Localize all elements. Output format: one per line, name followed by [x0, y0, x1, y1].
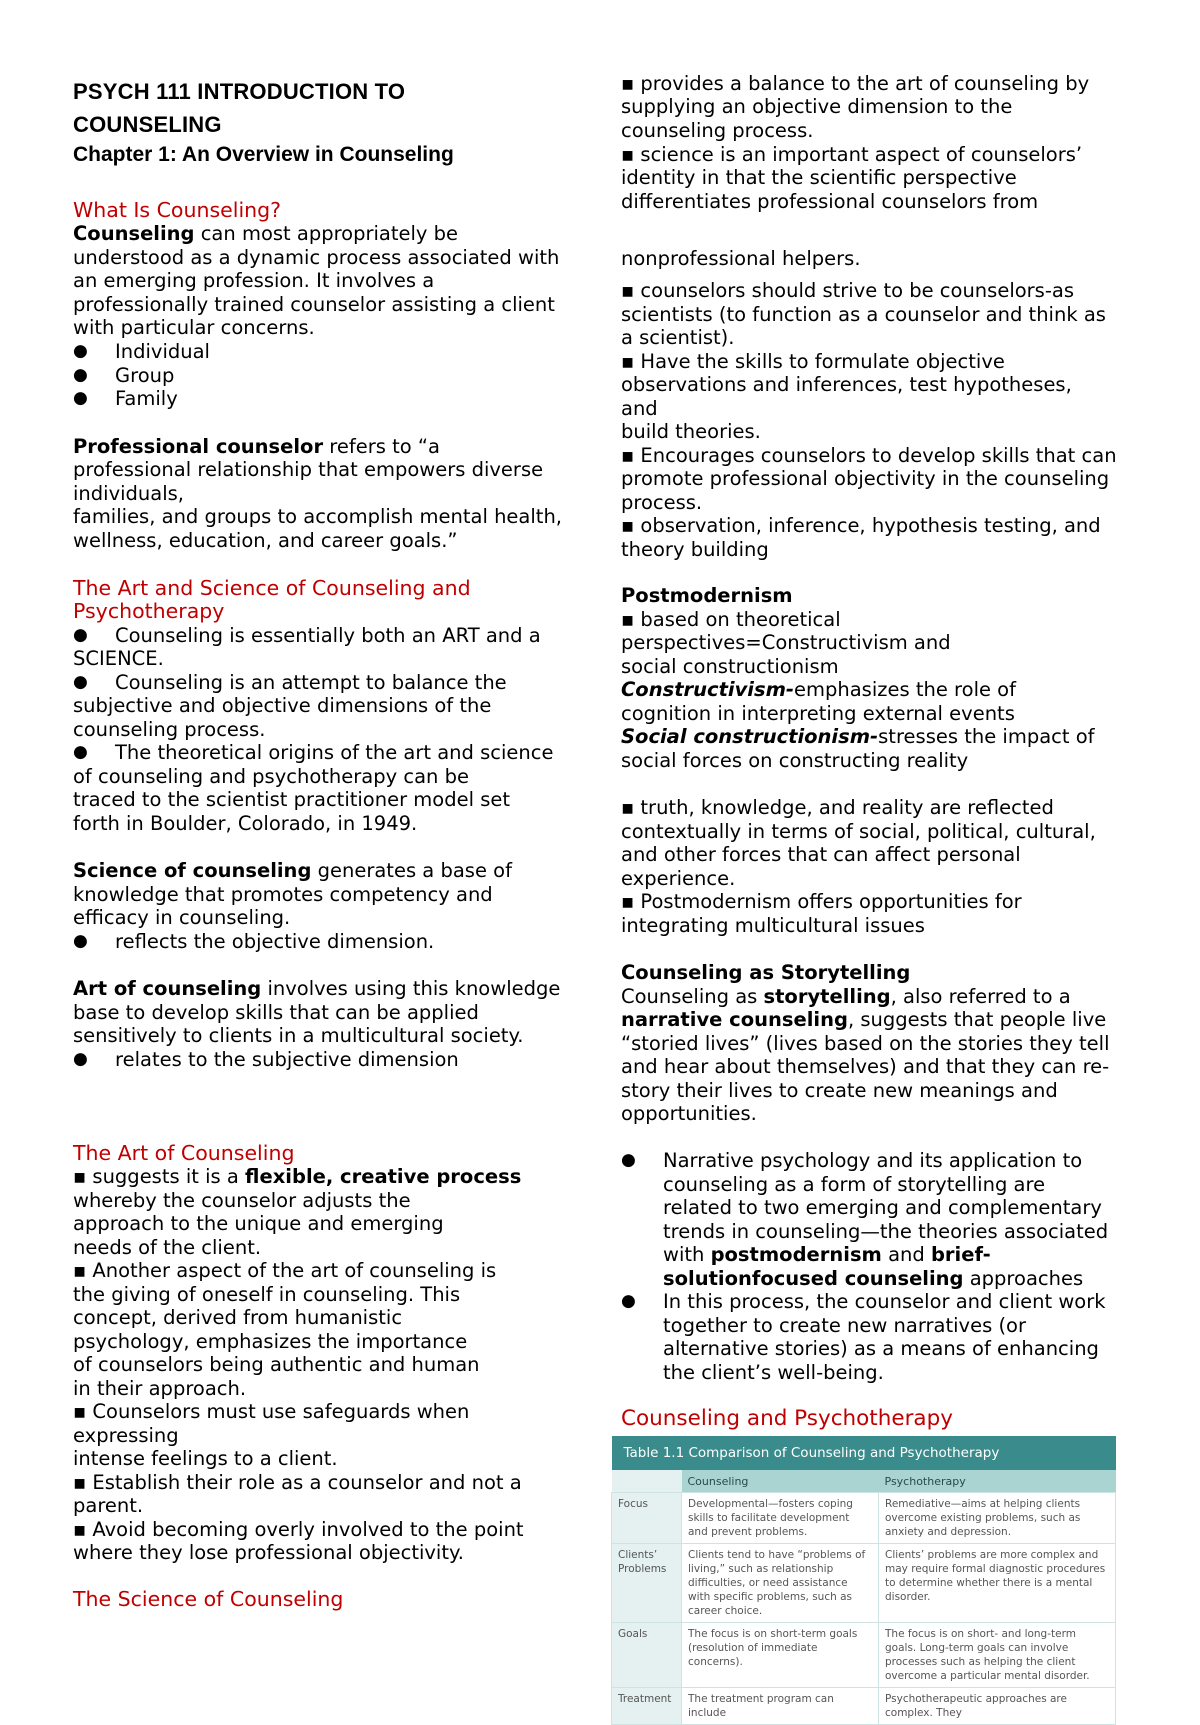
- term-constructivism: Constructivism-: [621, 678, 794, 701]
- paragraph-line: base to develop skills that can be applied: [73, 1001, 479, 1024]
- paragraph-line: promote professional objectivity in the counseling: [621, 467, 1110, 490]
- term-art-of-counseling: Art of counseling: [73, 977, 262, 1000]
- paragraph-line: ▪ truth, knowledge, and reality are reflected: [621, 796, 1054, 819]
- paragraph-line: where they lose professional objectivity.: [73, 1541, 464, 1564]
- emphasis: flexible, creative process: [245, 1165, 522, 1188]
- paragraph-line: related to two emerging and complementary: [663, 1196, 1102, 1219]
- paragraph-line: ▪ provides a balance to the art of counseling by: [621, 72, 1090, 95]
- paragraph-line: social forces on constructing reality: [621, 749, 969, 772]
- paragraph-line: and: [621, 397, 658, 420]
- heading-postmodernism: Postmodernism: [621, 584, 793, 607]
- term-professional-counselor: Professional counselor: [73, 435, 324, 458]
- paragraph-line: and hear about themselves) and that they can re-: [621, 1055, 1110, 1078]
- table-header-counseling: Counseling: [682, 1470, 879, 1493]
- paragraph-line: forth in Boulder, Colorado, in 1949.: [73, 812, 418, 835]
- paragraph-line: perspectives=Constructivism and: [621, 631, 951, 654]
- paragraph-line: “storied lives” (lives based on the stories they tell: [621, 1032, 1110, 1055]
- paragraph-line: individuals,: [73, 482, 184, 505]
- table-row: [612, 1688, 1116, 1725]
- paragraph-line: wellness, education, and career goals.”: [73, 529, 458, 552]
- paragraph-line: approach to the unique and emerging: [73, 1212, 444, 1235]
- paragraph-line: professionally trained counselor assisting a client: [73, 293, 555, 316]
- list-item: ● reflects the objective dimension.: [73, 930, 434, 954]
- paragraph-line: concept, derived from humanistic: [73, 1306, 403, 1329]
- table-cell: The focus is on short-term goals (resolution of immediate concerns).: [682, 1623, 879, 1688]
- paragraph-line: identity in that the scientific perspective: [621, 166, 1017, 189]
- table-cell: Clients’ Problems: [612, 1544, 682, 1623]
- heading-art-and-science: The Art and Science of Counseling and: [73, 576, 471, 600]
- text: ▪ suggests it is a: [73, 1165, 246, 1188]
- text: involves using this knowledge: [261, 977, 561, 1000]
- text: and: [881, 1243, 931, 1266]
- table-header-psychotherapy: Psychotherapy: [879, 1470, 1116, 1493]
- table-cell: The focus is on short- and long-term goals. Long-term goals can involve processes such as helping the client overcome a particular mental disorder.: [879, 1623, 1116, 1688]
- paragraph-line: [73, 977, 560, 1001]
- table-cell: The treatment program can include: [682, 1688, 879, 1725]
- paragraph-line: in their approach.: [73, 1377, 247, 1400]
- heading-art-of-counseling: The Art of Counseling: [73, 1141, 295, 1165]
- paragraph-line: the giving of oneself in counseling. This: [73, 1283, 461, 1306]
- paragraph-line: whereby the counselor adjusts the: [73, 1189, 411, 1212]
- table-header-empty: [612, 1470, 682, 1493]
- list-item: ● relates to the subjective dimension: [73, 1048, 459, 1072]
- term-counseling: Counseling: [73, 222, 195, 245]
- paragraph-line: families, and groups to accomplish mental health,: [73, 505, 563, 528]
- comparison-table: [611, 1436, 1116, 1719]
- paragraph-line: understood as a dynamic process associated with: [73, 246, 560, 269]
- paragraph-line: build theories.: [621, 420, 761, 443]
- paragraph-line: ▪ observation, inference, hypothesis testing, and: [621, 514, 1101, 537]
- paragraph-line: ▪ science is an important aspect of counselors’: [621, 143, 1083, 166]
- paragraph-line: ▪ based on theoretical: [621, 608, 841, 631]
- paragraph-line: nonprofessional helpers.: [621, 247, 861, 270]
- table-cell: Goals: [612, 1623, 682, 1688]
- paragraph-line: [621, 1243, 991, 1267]
- paragraph-line: story their lives to create new meanings and: [621, 1079, 1058, 1102]
- paragraph-line: parent.: [73, 1494, 144, 1517]
- paragraph-line: cognition in interpreting external events: [621, 702, 1015, 725]
- text: , also referred to a: [890, 985, 1071, 1008]
- paragraph-line: [73, 1165, 521, 1189]
- list-item: ● Family: [73, 387, 178, 411]
- paragraph-line: intense feelings to a client.: [73, 1447, 338, 1470]
- table-cell: Clients’ problems are more complex and may require formal diagnostic procedures to determine whether there is a mental disorder.: [879, 1544, 1116, 1623]
- paragraph-line: counseling process.: [621, 119, 814, 142]
- paragraph-line: counseling process.: [73, 718, 266, 741]
- list-item: ● Individual: [73, 340, 210, 364]
- paragraph-line: [621, 1267, 1083, 1291]
- paragraph-line: ▪ Establish their role as a counselor and not a: [73, 1471, 522, 1494]
- list-item: ● In this process, the counselor and client work: [621, 1290, 1106, 1314]
- paragraph-line: traced to the scientist practitioner model set: [73, 788, 511, 811]
- text: can most appropriately be: [194, 222, 459, 245]
- paragraph-line: ▪ counselors should strive to be counselors-as: [621, 279, 1074, 302]
- paragraph-line: professional relationship that empowers diverse: [73, 458, 544, 481]
- paragraph-line: observations and inferences, test hypotheses,: [621, 373, 1072, 396]
- table-cell: Focus: [612, 1493, 682, 1544]
- paragraph-line: opportunities.: [621, 1102, 757, 1125]
- paragraph-line: alternative stories) as a means of enhancing: [663, 1337, 1099, 1360]
- table-cell: Treatment: [612, 1688, 682, 1725]
- paragraph-line: with particular concerns.: [73, 316, 315, 339]
- paragraph-line: ▪ Postmodernism offers opportunities for: [621, 890, 1022, 913]
- paragraph-line: of counselors being authentic and human: [73, 1353, 480, 1376]
- heading-science-of-counseling: The Science of Counseling: [73, 1587, 344, 1611]
- paragraph-line: knowledge that promotes competency and: [73, 883, 493, 906]
- paragraph-line: [621, 1008, 1106, 1032]
- text: stresses the impact of: [878, 725, 1095, 748]
- paragraph-line: differentiates professional counselors from: [621, 190, 1039, 213]
- paragraph-line: [621, 725, 1095, 749]
- paragraph-line: ▪ Have the skills to formulate objective: [621, 350, 1005, 373]
- list-item: ● Counseling is essentially both an ART and a: [73, 624, 541, 648]
- document-title-line2: COUNSELING: [73, 112, 222, 137]
- paragraph-line: sensitively to clients in a multicultural society.: [73, 1024, 524, 1047]
- paragraph-line: ▪ Avoid becoming overly involved to the point: [73, 1518, 524, 1541]
- text: with: [663, 1243, 711, 1266]
- paragraph-line: an emerging profession. It involves a: [73, 269, 435, 292]
- paragraph-line: needs of the client.: [73, 1236, 262, 1259]
- heading-counseling-and-psychotherapy: Counseling and Psychotherapy: [621, 1406, 953, 1431]
- paragraph-line: supplying an objective dimension to the: [621, 95, 1013, 118]
- text: generates a base of: [311, 859, 512, 882]
- list-item: ● Group: [73, 364, 174, 388]
- paragraph-line: ▪ Another aspect of the art of counseling is: [73, 1259, 497, 1282]
- table-title: Table 1.1 Comparison of Counseling and Psychotherapy: [612, 1436, 1116, 1470]
- paragraph-line: [621, 678, 1016, 702]
- paragraph-line: [621, 985, 1071, 1009]
- text: , suggests that people live: [847, 1008, 1107, 1031]
- paragraph-line: contextually in terms of social, political, cultural,: [621, 820, 1096, 843]
- paragraph-line: [73, 222, 458, 246]
- table-cell: Psychotherapeutic approaches are complex. They: [879, 1688, 1116, 1725]
- paragraph-line: expressing: [73, 1424, 179, 1447]
- paragraph-line: experience.: [621, 867, 736, 890]
- paragraph-line: counseling as a form of storytelling are: [663, 1173, 1046, 1196]
- paragraph-line: social constructionism: [621, 655, 839, 678]
- paragraph-line: efficacy in counseling.: [73, 906, 291, 929]
- paragraph-line: trends in counseling—the theories associated: [663, 1220, 1109, 1243]
- text: emphasizes the role of: [794, 678, 1016, 701]
- list-item: ● The theoretical origins of the art and science: [73, 741, 553, 765]
- table-cell: Clients tend to have “problems of living,” such as relationship difficulties, or need assistance with specific problems, such as career choice.: [682, 1544, 879, 1623]
- heading-what-is-counseling: What Is Counseling?: [73, 198, 282, 222]
- paragraph-line: and other forces that can affect personal: [621, 843, 1021, 866]
- paragraph-line: SCIENCE.: [73, 647, 164, 670]
- paragraph-line: together to create new narratives (or: [663, 1314, 1027, 1337]
- emphasis: narrative counseling: [621, 1008, 848, 1031]
- heading-art-and-science-line2: Psychotherapy: [73, 599, 225, 623]
- emphasis: solutionfocused counseling: [663, 1267, 964, 1290]
- term-science-of-counseling: Science of counseling: [73, 859, 312, 882]
- paragraph-line: of counseling and psychotherapy can be: [73, 765, 469, 788]
- emphasis: brief-: [930, 1243, 991, 1266]
- table-row: [612, 1544, 1116, 1623]
- list-item: ● Narrative psychology and its application to: [621, 1149, 1082, 1173]
- paragraph-line: theory building: [621, 538, 769, 561]
- paragraph-line: subjective and objective dimensions of the: [73, 694, 492, 717]
- table-row: [612, 1493, 1116, 1544]
- chapter-title: Chapter 1: An Overview in Counseling: [73, 143, 454, 166]
- paragraph-line: scientists (to function as a counselor and think as: [621, 303, 1106, 326]
- table-row: [612, 1623, 1116, 1688]
- emphasis: storytelling: [763, 985, 891, 1008]
- paragraph-line: the client’s well-being.: [663, 1361, 884, 1384]
- text: Counseling as: [621, 985, 764, 1008]
- text: refers to “a: [323, 435, 440, 458]
- paragraph-line: integrating multicultural issues: [621, 914, 925, 937]
- emphasis: postmodernism: [710, 1243, 882, 1266]
- paragraph-line: process.: [621, 491, 703, 514]
- paragraph-line: a scientist).: [621, 326, 735, 349]
- paragraph-line: ▪ Counselors must use safeguards when: [73, 1400, 470, 1423]
- paragraph-line: [73, 435, 440, 459]
- table-cell: Remediative—aims at helping clients overcome existing problems, such as anxiety and depression.: [879, 1493, 1116, 1544]
- list-item: ● Counseling is an attempt to balance the: [73, 671, 507, 695]
- heading-counseling-as-storytelling: Counseling as Storytelling: [621, 961, 911, 984]
- term-social-constructionism: Social constructionism-: [621, 725, 879, 748]
- paragraph-line: [73, 859, 512, 883]
- paragraph-line: ▪ Encourages counselors to develop skills that can: [621, 444, 1117, 467]
- paragraph-line: psychology, emphasizes the importance: [73, 1330, 468, 1353]
- document-title: PSYCH 111 INTRODUCTION TO: [73, 79, 406, 104]
- text: approaches: [963, 1267, 1084, 1290]
- table-cell: Developmental—fosters coping skills to facilitate development and prevent problems.: [682, 1493, 879, 1544]
